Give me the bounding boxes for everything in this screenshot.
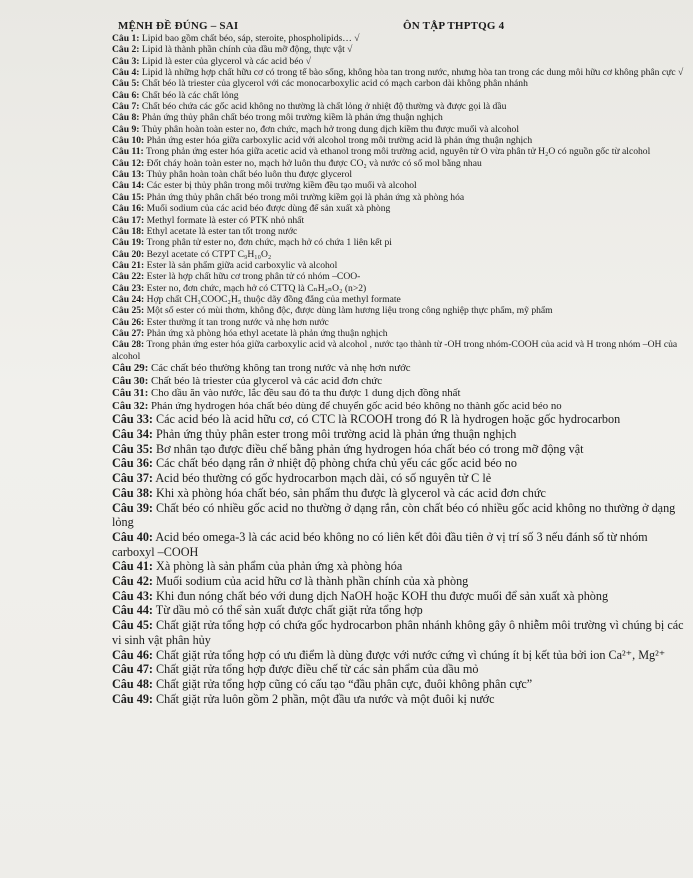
- question-text: Chất béo là triester của glycerol với các monocarboxylic acid có mạch carbon dài không phân nhánh: [141, 78, 528, 90]
- question-number: Câu 35:: [112, 441, 153, 456]
- question-number: Câu 1:: [112, 33, 140, 44]
- question-item: [112, 44, 684, 55]
- question-item: [112, 112, 684, 123]
- question-number: Câu 32:: [112, 399, 149, 412]
- question-item: [112, 559, 684, 574]
- question-text: Bơ nhân tạo được điều chế bằng phản ứng hydrogen hóa chất béo có trong mỡ động vật: [156, 441, 584, 456]
- question-list: [112, 33, 684, 706]
- question-number: Câu 30:: [112, 374, 149, 387]
- question-item: [112, 124, 684, 135]
- question-item: [112, 249, 684, 260]
- question-number: Câu 33:: [112, 412, 153, 427]
- question-item: [112, 501, 684, 530]
- question-text: Thủy phân hoàn toàn chất béo luôn thu được glycerol: [146, 169, 353, 181]
- question-number: Câu 18:: [112, 225, 145, 237]
- question-text: Chất béo có nhiều gốc acid no thường ở dạng rắn, còn chất béo có nhiều gốc acid không no thường ở dạng lỏng: [112, 500, 676, 530]
- header-subtitle: ÔN TẬP THPTQG 4: [403, 20, 505, 32]
- question-item: [112, 67, 684, 78]
- question-text: Từ dầu mỏ có thể sản xuất được chất giặt rửa tổng hợp: [155, 603, 423, 618]
- header-title: MỆNH ĐỀ ĐÚNG – SAI: [118, 20, 239, 32]
- question-item: [112, 271, 684, 282]
- question-text: Ester là hợp chất hữu cơ trong phân tử có nhóm –COO-: [146, 271, 361, 283]
- question-text: Đốt cháy hoàn toàn ester no, mạch hở luôn thu được CO₂ và nước có số mol bằng nhau: [146, 157, 482, 169]
- question-text: Các acid béo là acid hữu cơ, có CTC là RCOOH trong đó R là hydrogen hoặc gốc hydrocarbon: [156, 412, 621, 427]
- question-item: [112, 471, 684, 486]
- question-number: Câu 20:: [112, 248, 145, 260]
- question-number: Câu 22:: [112, 271, 145, 283]
- question-text: Chất béo là triester của glycerol và các acid đơn chức: [151, 374, 382, 387]
- question-text: Acid béo thường có gốc hydrocarbon mạch dài, có số nguyên tử C lẻ: [155, 471, 492, 486]
- question-item: [112, 456, 684, 471]
- question-item: [112, 305, 684, 316]
- question-item: [112, 78, 684, 89]
- question-number: Câu 27:: [112, 327, 145, 339]
- question-number: Câu 26:: [112, 316, 145, 328]
- question-item: [112, 215, 684, 226]
- question-item: [112, 400, 684, 413]
- question-number: Câu 34:: [112, 427, 153, 442]
- question-item: [112, 283, 684, 294]
- question-text: Lipid là thành phần chính của dầu mỡ động, thực vật: [141, 44, 345, 56]
- question-number: Câu 44:: [112, 603, 153, 618]
- question-text: Bezyl acetate có CTPT C₉H₁₀O₂: [146, 248, 272, 260]
- question-number: Câu 13:: [112, 169, 145, 181]
- question-number: Câu 3:: [112, 55, 140, 67]
- question-text: Ester là sản phẩm giữa acid carboxylic và alcohol: [146, 259, 338, 271]
- question-text: Lipid là những hợp chất hữu cơ có trong tế bào sống, không hòa tan trong nước, nhưng hòa tan trong các dung môi hữu cơ không phân cực: [141, 67, 676, 79]
- question-item: [112, 158, 684, 169]
- question-text: Các ester bị thủy phân trong môi trường kiềm đều tạo muối và alcohol: [146, 180, 417, 192]
- question-text: Phản ứng ester hóa giữa carboxylic acid với alcohol trong môi trường acid là phản ứng thuận nghịch: [146, 135, 533, 147]
- check-mark-icon: √: [354, 33, 360, 44]
- question-text: Các chất béo dạng rắn ở nhiệt độ phòng chứa chủ yếu các gốc acid béo no: [156, 456, 517, 471]
- question-item: [112, 692, 684, 707]
- question-number: Câu 4:: [112, 67, 140, 79]
- question-number: Câu 14:: [112, 180, 145, 192]
- question-item: [112, 56, 684, 67]
- question-number: Câu 16:: [112, 203, 145, 215]
- question-item: [112, 328, 684, 339]
- question-number: Câu 46:: [112, 647, 153, 662]
- question-text: Phản ứng hydrogen hóa chất béo dùng để chuyển gốc acid béo không no thành gốc acid béo no: [151, 399, 562, 412]
- question-number: Câu 9:: [112, 123, 140, 135]
- question-number: Câu 8:: [112, 112, 140, 124]
- question-item: [112, 603, 684, 618]
- question-number: Câu 41:: [112, 559, 153, 574]
- question-text: Chất béo chứa các gốc acid không no thường là chất lỏng ở nhiệt độ thường và được gọi là dầu: [141, 101, 507, 113]
- question-item: [112, 317, 684, 328]
- question-text: Chất giặt rửa tổng hợp được điều chế từ các sản phẩm của dầu mỏ: [156, 662, 479, 677]
- question-text: Trong phản ứng ester hóa giữa acetic acid và ethanol trong môi trường acid, nguyên tử O vừa phân tử H₂O có nguồn gốc từ alcohol: [145, 146, 651, 158]
- question-item: [112, 662, 684, 677]
- question-text: Xà phòng là sản phẩm của phản ứng xà phòng hóa: [156, 559, 403, 574]
- question-number: Câu 37:: [112, 471, 153, 486]
- question-text: Chất giặt rửa luôn gồm 2 phần, một đầu ưa nước và một đuôi kị nước: [156, 691, 495, 706]
- question-text: Ester no, đơn chức, mạch hở có CTTQ là CₙH₂ₙO₂ (n>2): [146, 282, 367, 294]
- question-number: Câu 45:: [112, 618, 153, 633]
- question-item: [112, 203, 684, 214]
- question-text: Chất béo là các chất lỏng: [141, 89, 239, 101]
- question-item: [112, 226, 684, 237]
- question-number: Câu 42:: [112, 574, 153, 589]
- question-number: Câu 21:: [112, 259, 145, 271]
- question-number: Câu 2:: [112, 44, 140, 56]
- question-number: Câu 7:: [112, 101, 140, 113]
- question-text: Trong phản ứng ester hóa giữa carboxylic acid và alcohol , nước tạo thành từ -OH trong nhóm-COOH của acid và H trong nhóm –OH của alcohol: [112, 339, 678, 362]
- question-item: [112, 33, 684, 44]
- question-number: Câu 17:: [112, 214, 145, 226]
- question-item: [112, 618, 684, 647]
- question-number: Câu 11:: [112, 146, 144, 158]
- question-item: [112, 294, 684, 305]
- question-number: Câu 38:: [112, 485, 153, 500]
- question-text: Phản ứng thủy phân chất béo trong môi trường kiềm gọi là phản ứng xà phòng hóa: [146, 191, 465, 203]
- check-mark-icon: √: [678, 67, 684, 79]
- question-text: Phản ứng thủy phân chất béo trong môi trường kiềm là phản ứng thuận nghịch: [141, 112, 443, 124]
- question-text: Hợp chất CH₃COOC₂H₅ thuộc dãy đồng đẳng của methyl formate: [146, 293, 401, 305]
- question-number: Câu 15:: [112, 191, 145, 203]
- question-text: Các chất béo thường không tan trong nước và nhẹ hơn nước: [151, 361, 411, 374]
- question-text: Chất giặt rửa tổng hợp có ưu điểm là dùng được với nước cứng vì chúng ít bị kết tủa bởi ion Ca²⁺, Mg²⁺: [156, 647, 666, 662]
- question-number: Câu 6:: [112, 89, 140, 101]
- question-number: Câu 43:: [112, 588, 153, 603]
- question-number: Câu 36:: [112, 456, 153, 471]
- question-number: Câu 40:: [112, 529, 153, 544]
- question-number: Câu 24:: [112, 293, 145, 305]
- question-text: Ester thường ít tan trong nước và nhẹ hơn nước: [146, 316, 329, 328]
- question-number: Câu 12:: [112, 157, 145, 169]
- question-item: [112, 375, 684, 388]
- question-number: Câu 48:: [112, 677, 153, 691]
- question-item: [112, 589, 684, 604]
- question-item: [112, 442, 684, 457]
- question-number: Câu 23:: [112, 282, 145, 294]
- question-item: [112, 146, 684, 157]
- question-item: [112, 677, 684, 692]
- check-mark-icon: √: [305, 55, 311, 67]
- question-number: Câu 39:: [112, 500, 153, 515]
- question-number: Câu 29:: [112, 361, 149, 374]
- question-text: Chất giặt rửa tổng hợp có chứa gốc hydrocarbon phân nhánh không gây ô nhiễm môi trường vì chúng bị các vi sinh vật phân hủy: [112, 618, 684, 647]
- question-number: Câu 47:: [112, 662, 153, 677]
- question-text: Phản ứng thủy phân ester trong môi trường acid là phản ứng thuận nghịch: [156, 427, 517, 442]
- question-item: [112, 412, 684, 427]
- question-text: Khi đun nóng chất béo với dung dịch NaOH hoặc KOH thu được muối để sản xuất xà phòng: [156, 588, 609, 603]
- question-number: Câu 31:: [112, 387, 149, 400]
- question-text: Muối sodium của acid hữu cơ là thành phần chính của xà phòng: [156, 574, 469, 589]
- question-text: Muối sodium của các acid béo được dùng để sản xuất xà phòng: [146, 203, 391, 215]
- question-number: Câu 28:: [112, 339, 145, 351]
- check-mark-icon: √: [347, 44, 353, 56]
- question-item: [112, 180, 684, 191]
- question-number: Câu 49:: [112, 691, 153, 706]
- question-text: Ethyl acetate là ester tan tốt trong nước: [146, 225, 298, 237]
- question-item: [112, 574, 684, 589]
- question-text: Lipid bao gồm chất béo, sáp, steroite, phospholipids…: [141, 33, 352, 44]
- question-number: Câu 10:: [112, 135, 145, 147]
- question-text: Trong phân tử ester no, đơn chức, mạch hở có chứa 1 liên kết pi: [146, 237, 392, 249]
- question-item: [112, 387, 684, 400]
- question-text: Acid béo omega-3 là các acid béo không no có liên kết đôi đầu tiên ở vị trí số 3 nếu đánh số từ nhóm carboxyl –COOH: [112, 529, 648, 559]
- question-item: [112, 90, 684, 101]
- question-number: Câu 19:: [112, 237, 145, 249]
- question-text: Methyl formate là ester có PTK nhỏ nhất: [146, 214, 305, 226]
- question-number: Câu 25:: [112, 305, 145, 317]
- question-text: Một số ester có mùi thơm, không độc, được dùng làm hương liệu trong công nghiệp thực phẩm, mỹ phẩm: [146, 305, 553, 317]
- question-item: [112, 169, 684, 180]
- question-number: Câu 5:: [112, 78, 140, 90]
- question-item: [112, 530, 684, 559]
- question-text: Cho dầu ăn vào nước, lắc đều sau đó ta thu được 1 dung dịch đồng nhất: [151, 387, 461, 400]
- question-item: [112, 101, 684, 112]
- question-item: [112, 339, 684, 362]
- question-item: [112, 192, 684, 203]
- question-item: [112, 362, 684, 375]
- question-item: [112, 486, 684, 501]
- question-item: [112, 260, 684, 271]
- question-text: Chất giặt rửa tổng hợp cũng có cấu tạo “đầu phân cực, đuôi không phân cực”: [156, 677, 533, 691]
- question-text: Phản ứng xà phòng hóa ethyl acetate là phản ứng thuận nghịch: [146, 327, 388, 339]
- question-item: [112, 135, 684, 146]
- question-text: Thủy phân hoàn toàn ester no, đơn chức, mạch hở trong dung dịch kiềm thu được muối và alcohol: [141, 123, 519, 135]
- question-item: [112, 237, 684, 248]
- question-item: [112, 648, 684, 663]
- question-item: [112, 427, 684, 442]
- question-text: Khi xà phòng hóa chất béo, sản phẩm thu được là glycerol và các acid đơn chức: [156, 485, 546, 500]
- question-text: Lipid là ester của glycerol và các acid béo: [141, 55, 304, 67]
